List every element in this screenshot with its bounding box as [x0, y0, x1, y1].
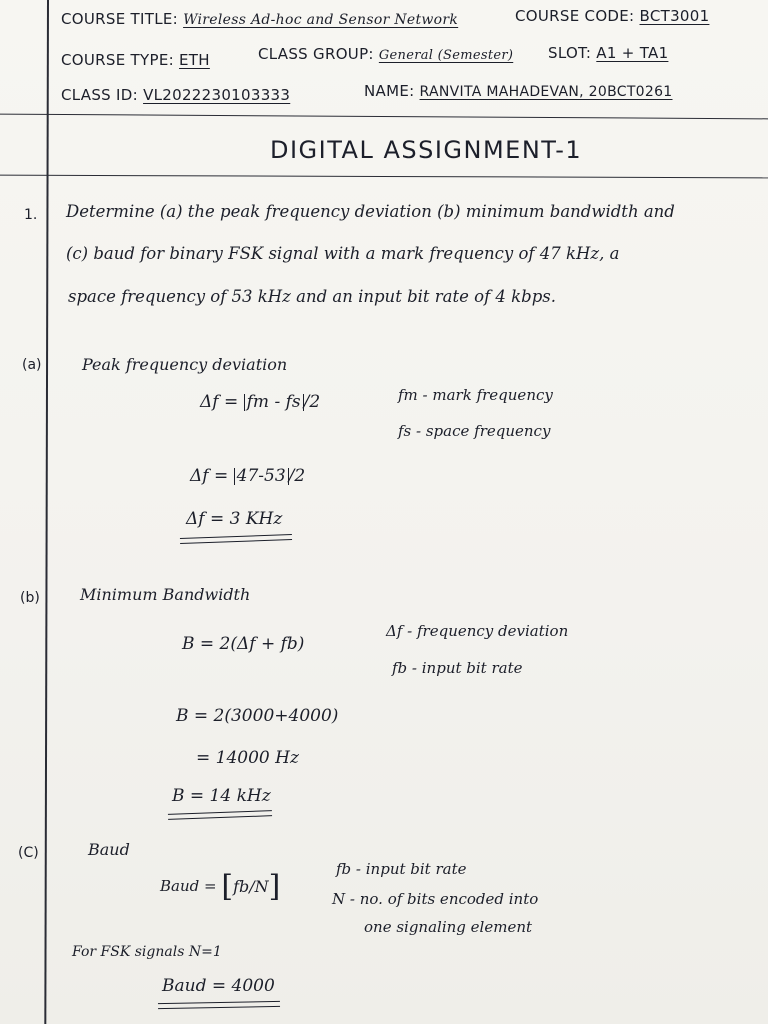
part-b-step-1: B = 2(3000+4000): [176, 706, 339, 726]
class-group-value: General (Semester): [378, 48, 514, 63]
part-c-result: Baud = 4000: [162, 976, 275, 996]
part-b-result-underline: [168, 810, 272, 820]
name-value: RANVITA MAHADEVAN, 20BCT0261: [419, 84, 673, 100]
question-line-3: space frequency of 53 kHz and an input bit rate of 4 kbps.: [68, 287, 557, 306]
course-title-label: COURSE TITLE:: [61, 10, 178, 28]
part-a-result-underline: [180, 534, 292, 544]
part-c-label: (C): [18, 845, 39, 861]
part-a-sub-tail: /2: [288, 466, 306, 486]
class-id-value: VL2022230103333: [143, 86, 291, 104]
course-code-value: BCT3001: [639, 7, 710, 25]
header-divider: [0, 114, 768, 120]
class-group-row: [258, 47, 513, 62]
slot-label: SLOT:: [548, 44, 592, 62]
part-b-note-2: fb - input bit rate: [392, 659, 523, 677]
class-group-label: CLASS GROUP:: [258, 45, 374, 63]
margin-line: [44, 0, 48, 1024]
part-a-formula-tail: /2: [303, 392, 321, 412]
part-a-result: Δf = 3 KHz: [186, 509, 283, 529]
title-divider: [0, 175, 768, 179]
part-b-formula: B = 2(Δf + fb): [182, 634, 305, 654]
right-bracket-icon: ]: [268, 869, 281, 904]
part-a-sub-abs: 47-53: [234, 468, 289, 485]
slot-row: [548, 46, 668, 61]
part-a-note-1: fm - mark frequency: [398, 386, 553, 404]
part-c-formula-lhs: Baud =: [160, 877, 217, 895]
part-b-label: (b): [20, 590, 40, 606]
part-c-formula: [160, 869, 281, 904]
class-id-row: [61, 88, 290, 103]
part-b-heading: Minimum Bandwidth: [80, 585, 251, 604]
part-a-formula-lhs: Δf =: [200, 392, 239, 412]
part-b-result: B = 14 kHz: [172, 786, 271, 806]
part-c-note-2: N - no. of bits encoded into: [332, 890, 539, 908]
course-code-label: COURSE CODE:: [515, 7, 635, 25]
part-a-sub-lhs: Δf =: [190, 466, 229, 486]
question-line-1: Determine (a) the peak frequency deviation (b) minimum bandwidth and: [66, 202, 675, 221]
course-type-row: [61, 53, 210, 68]
question-number: 1.: [24, 207, 38, 223]
part-b-note-1: Δf - frequency deviation: [386, 622, 569, 640]
part-a-label: (a): [22, 357, 42, 373]
part-c-note-3: one signaling element: [364, 918, 533, 936]
slot-value: A1 + TA1: [596, 44, 669, 62]
page-title: DIGITAL ASSIGNMENT-1: [270, 136, 583, 164]
part-c-formula-frac: fb/N: [233, 877, 269, 896]
class-id-label: CLASS ID:: [61, 86, 138, 104]
course-type-label: COURSE TYPE:: [61, 51, 174, 69]
left-bracket-icon: [: [221, 869, 234, 904]
course-title-value: Wireless Ad-hoc and Sensor Network: [183, 12, 459, 28]
part-c-note-1: fb - input bit rate: [336, 860, 467, 878]
part-a-substitution: [190, 468, 305, 485]
part-b-step-2: = 14000 Hz: [196, 748, 299, 768]
part-a-formula-abs: fm - fs: [244, 394, 304, 411]
part-c-heading: Baud: [88, 840, 130, 859]
course-title-row: [61, 12, 458, 27]
part-a-heading: Peak frequency deviation: [82, 355, 288, 374]
name-label: NAME:: [364, 82, 415, 100]
course-type-value: ETH: [179, 51, 210, 69]
part-a-note-2: fs - space frequency: [398, 422, 551, 440]
name-row: [364, 84, 673, 99]
part-c-result-underline: [158, 1001, 280, 1009]
question-line-2: (c) baud for binary FSK signal with a mark frequency of 47 kHz, a: [66, 244, 620, 263]
course-code-row: [515, 9, 709, 24]
part-c-fsk-line: For FSK signals N=1: [72, 944, 222, 960]
part-a-formula: [200, 394, 320, 411]
